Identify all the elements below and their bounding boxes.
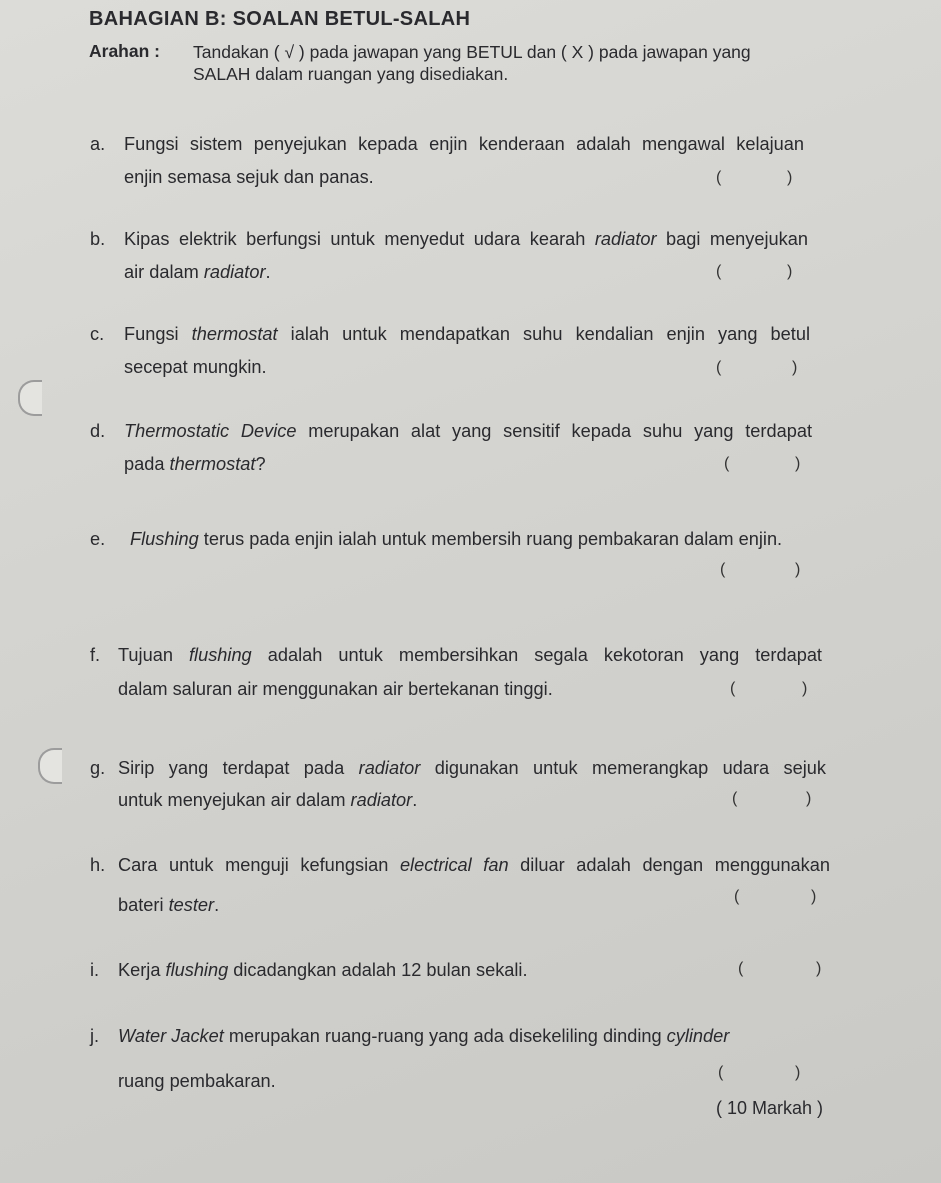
question-text-line-2: secepat mungkin. — [124, 357, 267, 377]
question-letter: j. — [90, 1026, 100, 1046]
instructions-label: Arahan : — [89, 41, 160, 61]
answer-box-close[interactable]: ) — [811, 888, 817, 905]
question-letter: f. — [90, 645, 101, 665]
section-title: BAHAGIAN B: SOALAN BETUL-SALAH — [89, 8, 471, 30]
binder-hole — [18, 380, 42, 416]
question-text-line-2: air dalam radiator. — [124, 262, 271, 282]
answer-box-close[interactable]: ) — [787, 169, 793, 186]
question-text-line-1: Flushing terus pada enjin ialah untuk membersih ruang pembakaran dalam enjin. — [130, 529, 783, 549]
binder-hole — [38, 748, 62, 784]
question-letter: a. — [90, 134, 106, 154]
answer-box-open[interactable]: ( — [716, 359, 722, 376]
answer-box-open[interactable]: ( — [730, 680, 736, 697]
answer-box-open[interactable]: ( — [734, 888, 740, 905]
question-letter: c. — [90, 324, 105, 344]
answer-box-open[interactable]: ( — [732, 790, 738, 807]
answer-box-close[interactable]: ) — [795, 455, 801, 472]
question-text-line-2: dalam saluran air menggunakan air bertekanan tinggi. — [118, 679, 553, 699]
total-marks: ( 10 Markah ) — [716, 1098, 824, 1118]
question-letter: i. — [90, 960, 100, 980]
answer-box-close[interactable]: ) — [787, 263, 793, 280]
answer-box-close[interactable]: ) — [792, 359, 798, 376]
answer-box-close[interactable]: ) — [802, 680, 808, 697]
answer-box-close[interactable]: ) — [795, 561, 801, 578]
question-text-line-2: ruang pembakaran. — [118, 1071, 276, 1091]
answer-box-open[interactable]: ( — [720, 561, 726, 578]
question-letter: h. — [90, 855, 106, 875]
answer-box-open[interactable]: ( — [738, 960, 744, 977]
instructions-line-1: Tandakan ( √ ) pada jawapan yang BETUL dan ( X ) pada jawapan yang — [193, 42, 751, 62]
question-text-line-2: pada thermostat? — [124, 454, 266, 474]
question-letter: e. — [90, 529, 106, 549]
question-letter: d. — [90, 421, 106, 441]
question-text-line-2: untuk menyejukan air dalam radiator. — [118, 790, 418, 810]
answer-box-open[interactable]: ( — [724, 455, 730, 472]
question-text-line-1: Kipas elektrik berfungsi untuk menyedut udara kearah radiator bagi menyejukan — [124, 229, 808, 249]
question-text-line-1: Fungsi thermostat ialah untuk mendapatkan suhu kendalian enjin yang betul — [124, 324, 810, 344]
question-text-line-2: enjin semasa sejuk dan panas. — [124, 167, 374, 187]
question-letter: b. — [90, 229, 106, 249]
answer-box-close[interactable]: ) — [806, 790, 812, 807]
question-text-line-1: Fungsi sistem penyejukan kepada enjin kenderaan adalah mengawal kelajuan — [124, 134, 804, 154]
answer-box-close[interactable]: ) — [795, 1064, 801, 1081]
question-text-line-2: bateri tester. — [118, 895, 220, 915]
answer-box-close[interactable]: ) — [816, 960, 822, 977]
question-text-line-1: Sirip yang terdapat pada radiator digunakan untuk memerangkap udara sejuk — [118, 758, 826, 778]
question-text-line-1: Thermostatic Device merupakan alat yang sensitif kepada suhu yang terdapat — [124, 421, 812, 441]
answer-box-open[interactable]: ( — [716, 263, 722, 280]
answer-box-open[interactable]: ( — [716, 169, 722, 186]
question-text-line-1: Cara untuk menguji kefungsian electrical fan diluar adalah dengan menggunakan — [118, 855, 830, 875]
answer-box-open[interactable]: ( — [718, 1064, 724, 1081]
question-text-line-1: Water Jacket merupakan ruang-ruang yang ada disekeliling dinding cylinder — [118, 1026, 730, 1046]
question-text-line-1: Tujuan flushing adalah untuk membersihkan segala kekotoran yang terdapat — [118, 645, 822, 665]
question-letter: g. — [90, 758, 106, 778]
question-text-line-1: Kerja flushing dicadangkan adalah 12 bulan sekali. — [118, 960, 528, 980]
instructions-line-2: SALAH dalam ruangan yang disediakan. — [193, 64, 509, 84]
